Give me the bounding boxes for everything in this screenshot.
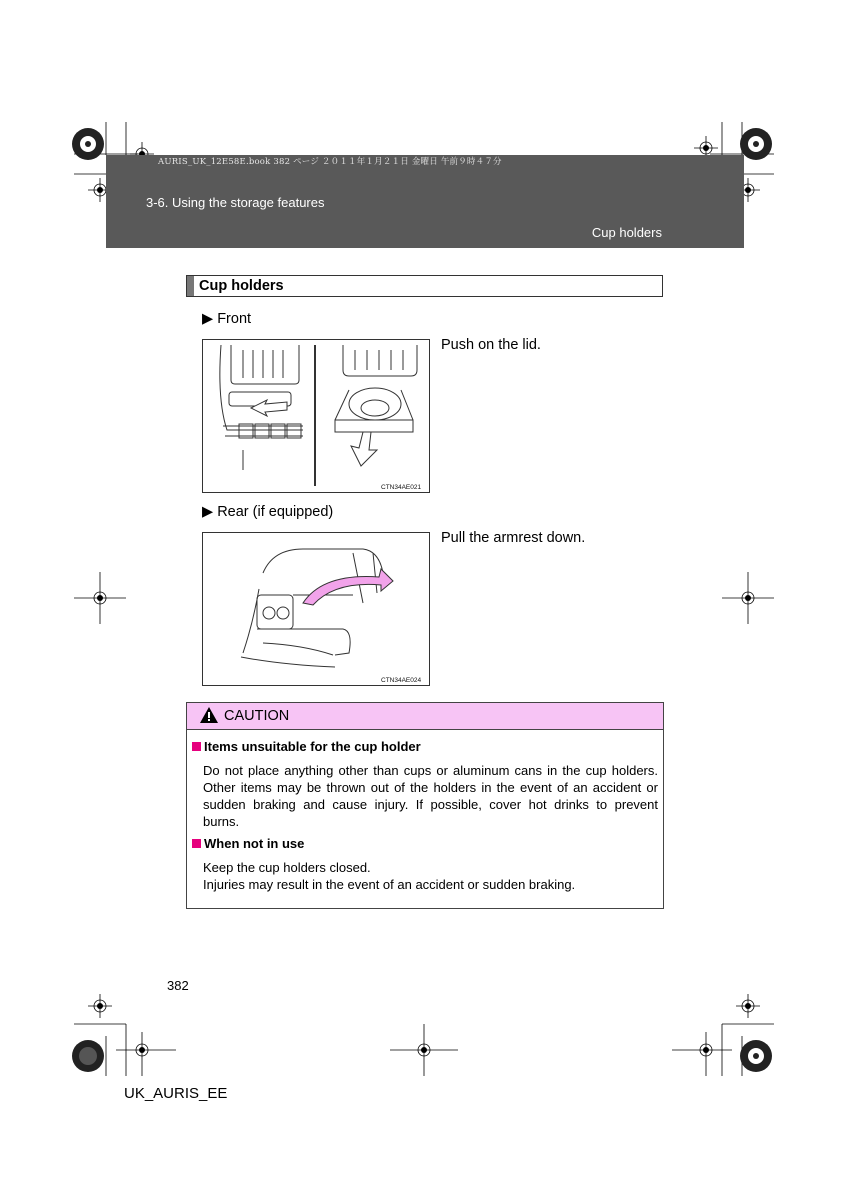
section-breadcrumb: 3-6. Using the storage features bbox=[146, 195, 325, 210]
front-subheading bbox=[202, 311, 251, 327]
front-cup-holder-figure bbox=[202, 339, 430, 493]
page-title: Cup holders bbox=[199, 278, 284, 294]
rear-illustration bbox=[203, 533, 429, 685]
front-instruction: Push on the lid. bbox=[441, 337, 541, 353]
front-label: Front bbox=[217, 311, 252, 327]
warning-triangle-icon bbox=[199, 706, 219, 724]
caution-item-title: When not in use bbox=[192, 836, 304, 851]
rear-instruction: Pull the armrest down. bbox=[441, 530, 586, 546]
caution-label: CAUTION bbox=[224, 708, 290, 724]
triangle-bullet-icon: ▶ bbox=[202, 311, 214, 327]
front-illustration bbox=[203, 340, 429, 492]
header-band bbox=[106, 155, 744, 248]
print-meta-line: AURIS_UK_12E58E.book 382 ページ ２０１１年１月２１日 金曜日 午前９時４７分 bbox=[158, 157, 502, 167]
document-footer-code: UK_AURIS_EE bbox=[124, 1085, 228, 1102]
caution-box bbox=[186, 702, 664, 909]
front-figure-code: CTN34AE021 bbox=[381, 484, 422, 491]
caution-item-text: Do not place anything other than cups or aluminum cans in the cup holders. Other items may be thrown out of the holders in the event of an accident or sudden braking and cause injury. If possible, cover hot drinks to prevent burns. bbox=[203, 763, 658, 829]
triangle-bullet-icon: ▶ bbox=[202, 504, 214, 520]
caution-item-text: Keep the cup holders closed. Injuries may result in the event of an accident or sudden braking. bbox=[203, 860, 576, 892]
page-title-box bbox=[186, 275, 663, 297]
square-bullet-icon bbox=[192, 839, 201, 848]
caution-header bbox=[187, 703, 663, 730]
caution-item-title: Items unsuitable for the cup holder bbox=[192, 739, 421, 754]
rear-subheading bbox=[202, 504, 333, 520]
square-bullet-icon bbox=[192, 742, 201, 751]
title-accent-bar bbox=[187, 276, 194, 296]
rear-label: Rear (if equipped) bbox=[217, 504, 334, 520]
rear-figure-code: CTN34AE024 bbox=[381, 677, 422, 684]
chapter-title: Cup holders bbox=[591, 225, 662, 240]
page-number: 382 bbox=[167, 978, 189, 993]
rear-armrest-figure bbox=[202, 532, 430, 686]
